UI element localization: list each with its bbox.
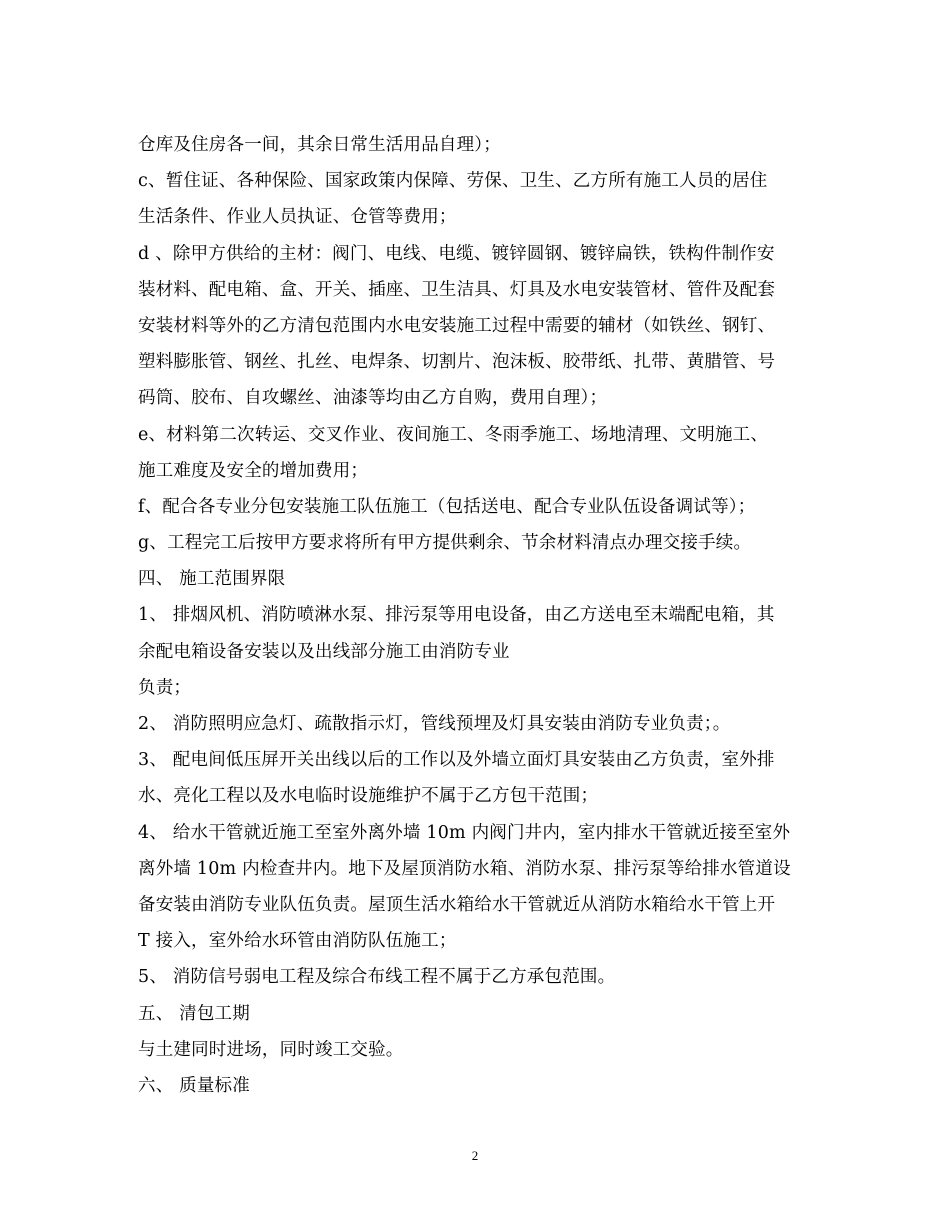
- section-heading: 四、 施工范围界限: [138, 569, 286, 590]
- text-line: 3、 配电间低压屏开关出线以后的工作以及外墙立面灯具安装由乙方负责，室外排: [138, 750, 775, 771]
- text-line: 4、 给水干管就近施工至室外离外墙 10m 内阀门井内，室内排水干管就近接至室外: [138, 822, 791, 843]
- text-line: c、暂住证、各种保险、国家政策内保障、劳保、卫生、乙方所有施工人员的居住: [138, 171, 768, 192]
- text-line: 施工难度及安全的增加费用；: [138, 460, 369, 481]
- text-line: 生活条件、作业人员执证、仓管等费用；: [138, 207, 457, 228]
- text-line: f、配合各专业分包安装施工队伍施工（包括送电、配合专业队伍设备调试等）；: [138, 496, 756, 517]
- document-body: [138, 127, 828, 1104]
- section-heading: 六、 质量标准: [138, 1075, 250, 1096]
- text-line: 安装材料等外的乙方清包范围内水电安装施工过程中需要的辅材（如铁丝、钢钉、: [138, 315, 776, 336]
- text-line: 装材料、配电箱、盒、开关、插座、卫生洁具、灯具及水电安装管材、管件及配套: [138, 279, 776, 300]
- text-line: 负责；: [138, 677, 192, 698]
- text-line: g、工程完工后按甲方要求将所有甲方提供剩余、节余材料清点办理交接手续。: [138, 533, 752, 554]
- text-line: 备安装由消防专业队伍负责。屋顶生活水箱给水干管就近从消防水箱给水干管上开: [138, 894, 776, 915]
- text-line: 塑料膨胀管、钢丝、扎丝、电焊条、切割片、泡沫板、胶带纸、扎带、黄腊管、号: [138, 352, 776, 373]
- text-line: 离外墙 10m 内检查井内。地下及屋顶消防水箱、消防水泵、排污泵等给排水管道设: [138, 858, 791, 879]
- text-line: d 、除甲方供给的主材：阀门、电线、电缆、镀锌圆钢、镀锌扁铁，铁构件制作安: [138, 243, 775, 264]
- page-number: 2: [471, 1148, 479, 1163]
- text-line: 码筒、胶布、自攻螺丝、油漆等均由乙方自购，费用自理）；: [138, 388, 608, 409]
- section-heading: 五、 清包工期: [138, 1003, 250, 1024]
- text-line: e、材料第二次转运、交叉作业、夜间施工、冬雨季施工、场地清理、文明施工、: [138, 424, 769, 445]
- text-line: 余配电箱设备安装以及出线部分施工由消防专业: [138, 641, 510, 662]
- text-line: T 接入，室外给水环管由消防队伍施工；: [138, 931, 457, 952]
- text-line: 水、亮化工程以及水电临时设施维护不属于乙方包干范围；: [138, 786, 599, 807]
- text-line: 仓库及住房各一间，其余日常生活用品自理）；: [138, 135, 501, 155]
- text-line: 2、 消防照明应急灯、疏散指示灯，管线预埋及灯具安装由消防专业负责；。: [138, 714, 731, 734]
- text-line: 与土建同时进场，同时竣工交验。: [138, 1039, 404, 1060]
- text-line: 1、 排烟风机、消防喷淋水泵、排污泵等用电设备，由乙方送电至末端配电箱，其: [138, 605, 775, 626]
- text-line: 5、 消防信号弱电工程及综合布线工程不属于乙方承包范围。: [138, 967, 616, 988]
